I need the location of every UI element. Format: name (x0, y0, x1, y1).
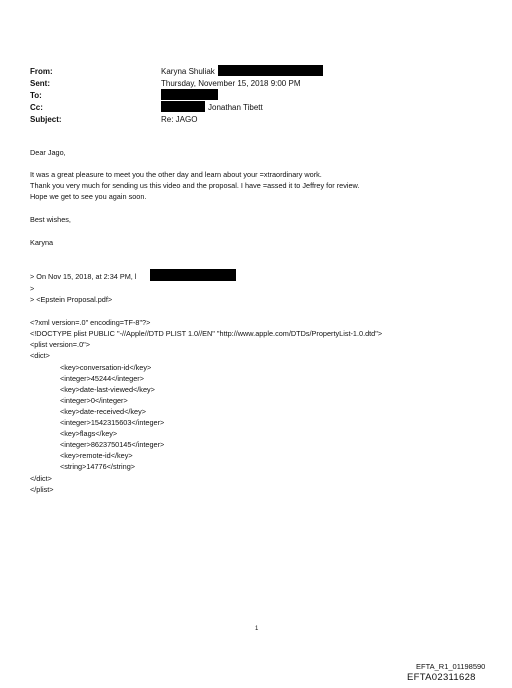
greeting: Dear Jago, (30, 148, 66, 157)
plist-entry: <key>date-received</key> (60, 407, 146, 416)
body-line: Hope we get to see you again soon. (30, 192, 147, 201)
redaction-box (150, 269, 236, 281)
quoted-gt-line: > (30, 284, 35, 293)
plist-entry: <integer>8623750145</integer> (60, 440, 165, 449)
body-line: It was a great pleasure to meet you the other day and learn about your =xtraordinary work. (30, 170, 322, 179)
sent-label: Sent: (30, 79, 50, 88)
plist-line: </plist> (30, 485, 54, 494)
plist-entry: <key>flags</key> (60, 429, 118, 438)
signature: Karyna (30, 238, 54, 247)
to-label: To: (30, 91, 42, 100)
sent-value: Thursday, November 15, 2018 9:00 PM (161, 79, 301, 88)
plist-line: <plist version=.0"> (30, 340, 90, 349)
plist-line: </dict> (30, 474, 52, 483)
subject-label: Subject: (30, 115, 62, 124)
quoted-on-line: > On Nov 15, 2018, at 2:34 PM, l (30, 272, 137, 281)
page-number: 1 (255, 626, 259, 632)
redaction-box (161, 89, 218, 100)
plist-entry: <integer>0</integer> (60, 396, 128, 405)
redaction-box (161, 101, 205, 112)
plist-entry: <string>14776</string> (60, 462, 136, 471)
plist-entry: <key>remote-id</key> (60, 451, 133, 460)
plist-line: <dict> (30, 351, 50, 360)
plist-entry: <key>date-last-viewed</key> (60, 385, 155, 394)
subject-value: Re: JAGO (161, 115, 198, 124)
attachment-line: > <Epstein Proposal.pdf> (30, 295, 113, 304)
from-label: From: (30, 67, 53, 76)
bates-number-large: EFTA02311628 (407, 672, 476, 683)
from-value: Karyna Shuliak (161, 67, 215, 76)
plist-entry: <integer>1542315603</integer> (60, 418, 165, 427)
cc-value: Jonathan Tibett (208, 103, 263, 112)
plist-entry: <integer>45244</integer> (60, 374, 144, 383)
bates-number-small: EFTA_R1_01198590 (416, 662, 486, 671)
plist-line: <!DOCTYPE plist PUBLIC "-//Apple//DTD PLIST 1.0//EN" "http://www.apple.com/DTDs/PropertyList-1.0.dtd"> (30, 329, 383, 338)
closing: Best wishes, (30, 215, 71, 224)
cc-label: Cc: (30, 103, 43, 112)
plist-line: <?xml version=.0" encoding=TF-8"?> (30, 318, 151, 327)
redaction-box (218, 65, 323, 76)
body-line: Thank you very much for sending us this video and the proposal. I have =assed it to Jeffrey for review. (30, 181, 360, 190)
plist-entry: <key>conversation-id</key> (60, 363, 152, 372)
